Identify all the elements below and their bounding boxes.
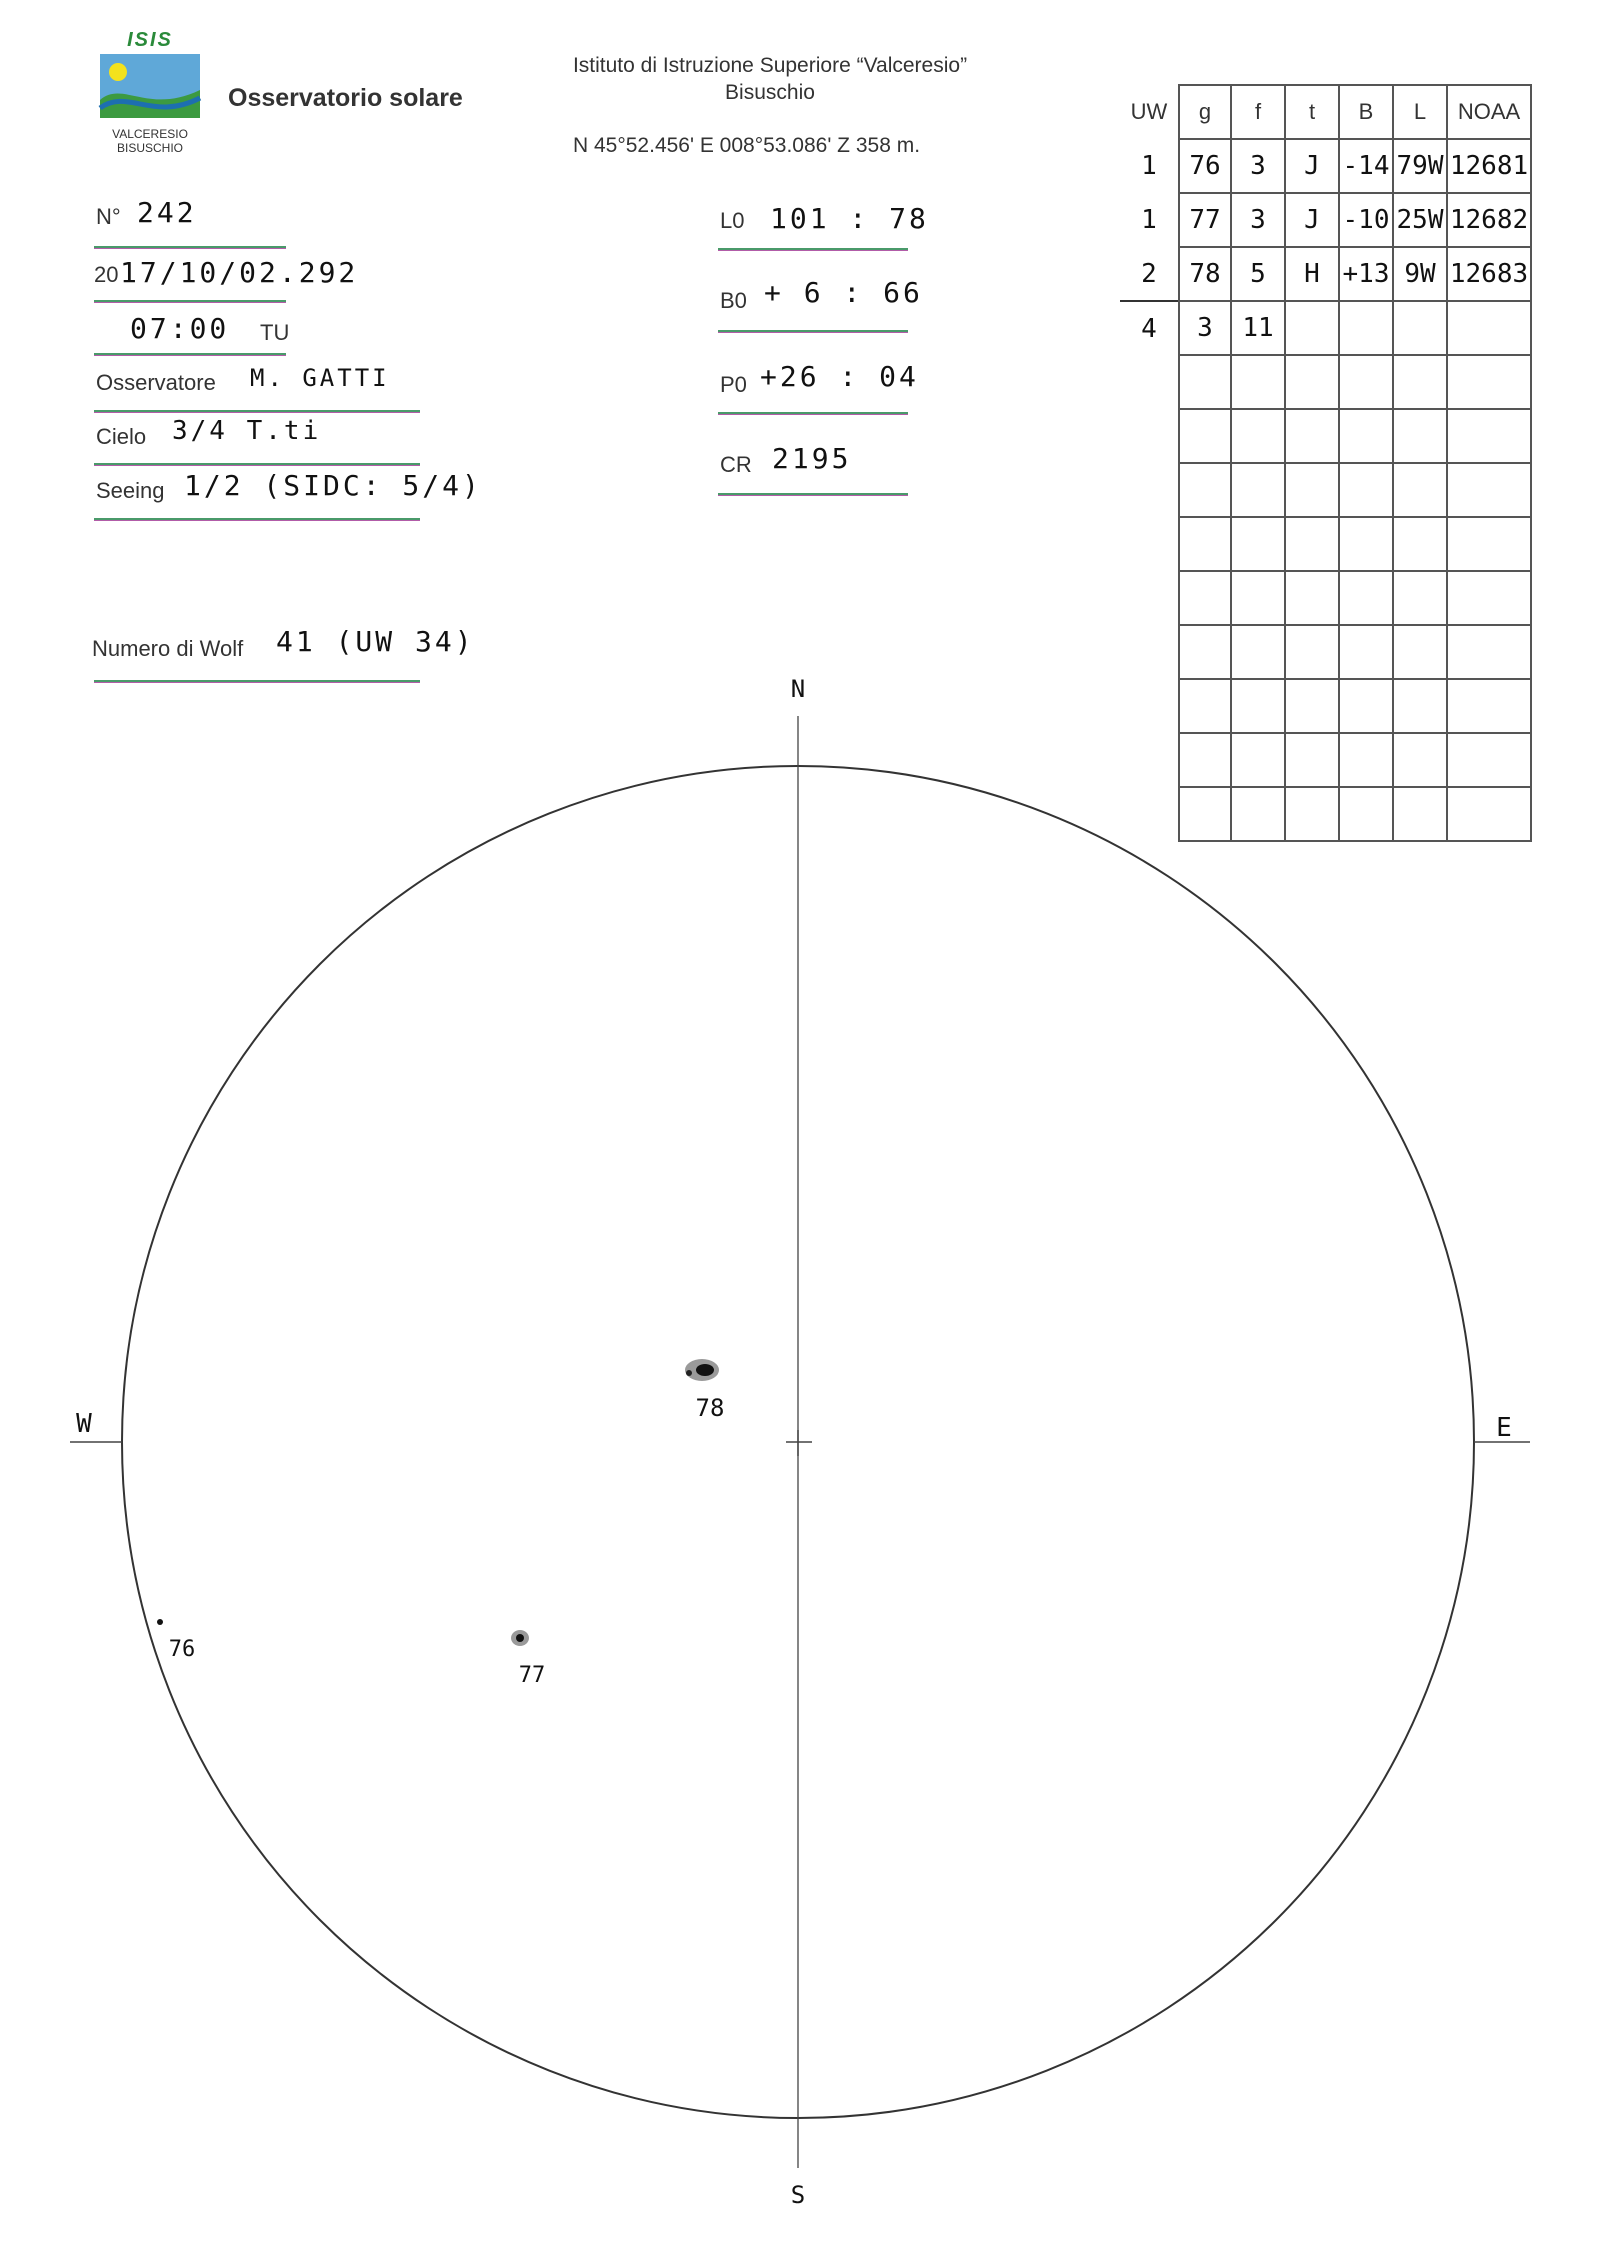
col-t: t	[1285, 85, 1339, 139]
sky-value: 3/4 T.ti	[172, 416, 322, 446]
logo-wordmark: ISIS	[127, 30, 173, 51]
b0-label: B0	[720, 288, 747, 313]
l0-label: L0	[720, 208, 745, 233]
sunspot-77-label: 77	[518, 1663, 546, 1688]
table-cell: 12681	[1447, 139, 1531, 193]
number-label: N°	[96, 204, 121, 229]
time-suffix: TU	[260, 320, 290, 345]
observer-value: M. GATTI	[250, 364, 390, 392]
table-cell: 79W	[1393, 139, 1447, 193]
west-label: W	[76, 1409, 92, 1439]
sunspot-78-label: 78	[695, 1394, 725, 1422]
col-noaa: NOAA	[1447, 85, 1531, 139]
table-cell: 1	[1141, 151, 1157, 181]
col-l: L	[1393, 85, 1447, 139]
logo-caption-2: BISUSCHIO	[116, 141, 184, 155]
sky-label: Cielo	[96, 424, 147, 449]
table-cell: J	[1285, 193, 1339, 247]
observatory-title: Osservatorio solare	[228, 84, 463, 112]
seeing-value: 1/2 (SIDC: 5/4)	[184, 469, 482, 502]
cr-label: CR	[720, 452, 752, 477]
table-cell: J	[1285, 139, 1339, 193]
sunspot-76-label: 76	[168, 1637, 196, 1662]
l0-value: 101 : 78	[770, 202, 929, 235]
table-cell: -10	[1339, 193, 1393, 247]
table-total-cell: 3	[1179, 301, 1231, 355]
table-cell: 77	[1179, 193, 1231, 247]
col-b: B	[1339, 85, 1393, 139]
table-cell: 12683	[1447, 247, 1531, 301]
table-cell: -14	[1339, 139, 1393, 193]
wolf-label: Numero di Wolf	[92, 636, 244, 661]
col-f: f	[1231, 85, 1285, 139]
sunspot-78-umbra	[696, 1364, 714, 1376]
date-prefix: 20	[94, 262, 119, 287]
south-label: S	[790, 2181, 806, 2209]
observer-label: Osservatore	[96, 370, 216, 395]
table-cell: 2	[1141, 258, 1157, 289]
table-cell: 3	[1231, 139, 1285, 193]
table-total-cell: 4	[1120, 301, 1179, 355]
table-cell: 25W	[1393, 193, 1447, 247]
table-cell: 1	[1141, 205, 1157, 235]
table-cell: 5	[1231, 247, 1285, 301]
sunspot-76	[157, 1619, 163, 1625]
number-value: 242	[137, 196, 197, 229]
table-cell: 76	[1179, 139, 1231, 193]
sunspot-77-umbra	[516, 1634, 524, 1642]
time-value: 07:00	[130, 312, 230, 345]
date-value: 17/10/02.292	[120, 256, 359, 289]
table-cell: 12682	[1447, 193, 1531, 247]
b0-value: + 6 : 66	[764, 276, 923, 309]
p0-label: P0	[720, 372, 747, 397]
table-total-cell: 11	[1231, 301, 1285, 355]
table-cell: 3	[1231, 193, 1285, 247]
table-cell: H	[1285, 247, 1339, 301]
seeing-label: Seeing	[96, 478, 165, 503]
table-cell: 78	[1179, 247, 1231, 301]
institute-line-1: Istituto di Istruzione Superiore “Valceresio”	[572, 54, 968, 77]
col-uw: UW	[1130, 99, 1168, 124]
east-label: E	[1496, 1413, 1512, 1443]
cr-value: 2195	[772, 442, 852, 475]
table-cell: 9W	[1393, 247, 1447, 301]
col-g: g	[1179, 85, 1231, 139]
site-coordinates: N 45°52.456' E 008°53.086' Z 358 m.	[573, 134, 921, 157]
p0-value: +26 : 04	[760, 360, 919, 393]
wolf-value: 41 (UW 34)	[276, 625, 475, 658]
north-label: N	[790, 675, 806, 703]
table-cell: +13	[1339, 247, 1393, 301]
sunspot-78-follower	[686, 1370, 692, 1376]
institute-line-2: Bisuschio	[725, 81, 815, 104]
logo-caption-1: VALCERESIO	[112, 127, 188, 141]
